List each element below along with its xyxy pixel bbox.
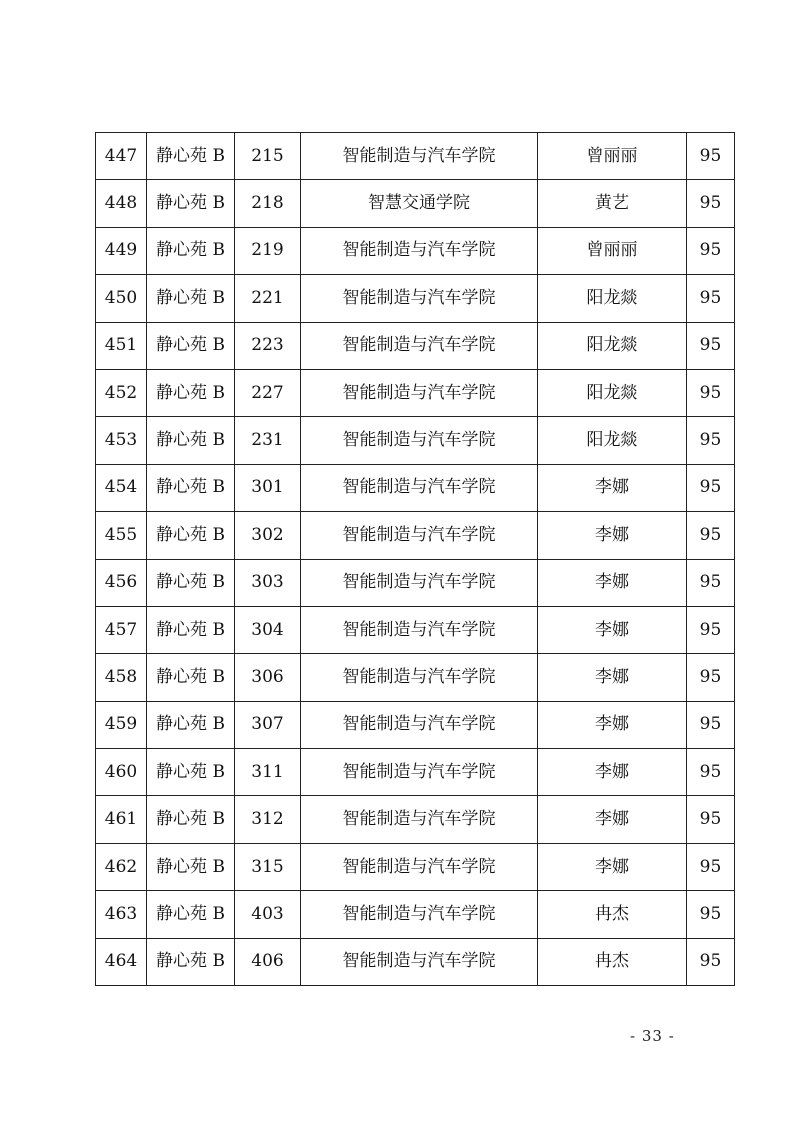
- row-number-cell: 459: [96, 701, 147, 748]
- score-cell: 95: [687, 417, 735, 464]
- college-cell: 智能制造与汽车学院: [301, 559, 538, 606]
- building-cell: 静心苑 B: [147, 464, 235, 511]
- college-cell: 智能制造与汽车学院: [301, 512, 538, 559]
- table-row: [96, 843, 735, 890]
- row-number-cell: 464: [96, 938, 147, 985]
- building-cell: 静心苑 B: [147, 796, 235, 843]
- score-cell: 95: [687, 654, 735, 701]
- page-number: - 33 -: [630, 1027, 675, 1045]
- table-row: [96, 749, 735, 796]
- room-cell: 311: [235, 749, 301, 796]
- dormitory-score-table: [95, 132, 735, 986]
- score-cell: 95: [687, 512, 735, 559]
- building-cell: 静心苑 B: [147, 180, 235, 227]
- college-cell: 智能制造与汽车学院: [301, 701, 538, 748]
- table-row: [96, 417, 735, 464]
- row-number-cell: 453: [96, 417, 147, 464]
- table-row: [96, 322, 735, 369]
- building-cell: 静心苑 B: [147, 938, 235, 985]
- building-cell: 静心苑 B: [147, 891, 235, 938]
- room-cell: 215: [235, 133, 301, 180]
- manager-cell: 阳龙燚: [538, 275, 687, 322]
- row-number-cell: 449: [96, 227, 147, 274]
- room-cell: 306: [235, 654, 301, 701]
- building-cell: 静心苑 B: [147, 322, 235, 369]
- score-cell: 95: [687, 938, 735, 985]
- college-cell: 智能制造与汽车学院: [301, 464, 538, 511]
- score-cell: 95: [687, 891, 735, 938]
- table-row: [96, 275, 735, 322]
- score-cell: 95: [687, 843, 735, 890]
- college-cell: 智慧交通学院: [301, 180, 538, 227]
- room-cell: 223: [235, 322, 301, 369]
- room-cell: 221: [235, 275, 301, 322]
- score-cell: 95: [687, 701, 735, 748]
- manager-cell: 李娜: [538, 796, 687, 843]
- room-cell: 403: [235, 891, 301, 938]
- row-number-cell: 462: [96, 843, 147, 890]
- manager-cell: 李娜: [538, 843, 687, 890]
- row-number-cell: 458: [96, 654, 147, 701]
- college-cell: 智能制造与汽车学院: [301, 275, 538, 322]
- college-cell: 智能制造与汽车学院: [301, 417, 538, 464]
- manager-cell: 李娜: [538, 512, 687, 559]
- room-cell: 231: [235, 417, 301, 464]
- college-cell: 智能制造与汽车学院: [301, 796, 538, 843]
- score-cell: 95: [687, 133, 735, 180]
- row-number-cell: 450: [96, 275, 147, 322]
- building-cell: 静心苑 B: [147, 369, 235, 416]
- college-cell: 智能制造与汽车学院: [301, 938, 538, 985]
- building-cell: 静心苑 B: [147, 133, 235, 180]
- table-row: [96, 606, 735, 653]
- table-row: [96, 559, 735, 606]
- building-cell: 静心苑 B: [147, 749, 235, 796]
- room-cell: 218: [235, 180, 301, 227]
- manager-cell: 李娜: [538, 559, 687, 606]
- score-cell: 95: [687, 322, 735, 369]
- row-number-cell: 451: [96, 322, 147, 369]
- college-cell: 智能制造与汽车学院: [301, 843, 538, 890]
- table-row: [96, 654, 735, 701]
- row-number-cell: 456: [96, 559, 147, 606]
- building-cell: 静心苑 B: [147, 417, 235, 464]
- table-body: [96, 133, 735, 986]
- score-cell: 95: [687, 796, 735, 843]
- score-cell: 95: [687, 749, 735, 796]
- row-number-cell: 463: [96, 891, 147, 938]
- table-row: [96, 796, 735, 843]
- room-cell: 307: [235, 701, 301, 748]
- table-row: [96, 464, 735, 511]
- row-number-cell: 454: [96, 464, 147, 511]
- table-row: [96, 512, 735, 559]
- building-cell: 静心苑 B: [147, 654, 235, 701]
- college-cell: 智能制造与汽车学院: [301, 749, 538, 796]
- score-cell: 95: [687, 464, 735, 511]
- score-cell: 95: [687, 369, 735, 416]
- building-cell: 静心苑 B: [147, 559, 235, 606]
- manager-cell: 李娜: [538, 749, 687, 796]
- building-cell: 静心苑 B: [147, 843, 235, 890]
- manager-cell: 阳龙燚: [538, 417, 687, 464]
- building-cell: 静心苑 B: [147, 512, 235, 559]
- table-row: [96, 701, 735, 748]
- table-row: [96, 369, 735, 416]
- table-row: [96, 227, 735, 274]
- room-cell: 304: [235, 606, 301, 653]
- building-cell: 静心苑 B: [147, 606, 235, 653]
- score-cell: 95: [687, 275, 735, 322]
- score-cell: 95: [687, 180, 735, 227]
- room-cell: 219: [235, 227, 301, 274]
- room-cell: 312: [235, 796, 301, 843]
- score-cell: 95: [687, 606, 735, 653]
- manager-cell: 黄艺: [538, 180, 687, 227]
- table-row: [96, 180, 735, 227]
- score-cell: 95: [687, 559, 735, 606]
- room-cell: 302: [235, 512, 301, 559]
- row-number-cell: 460: [96, 749, 147, 796]
- manager-cell: 阳龙燚: [538, 322, 687, 369]
- college-cell: 智能制造与汽车学院: [301, 322, 538, 369]
- manager-cell: 曾丽丽: [538, 133, 687, 180]
- row-number-cell: 455: [96, 512, 147, 559]
- manager-cell: 李娜: [538, 654, 687, 701]
- table-row: [96, 133, 735, 180]
- row-number-cell: 452: [96, 369, 147, 416]
- college-cell: 智能制造与汽车学院: [301, 369, 538, 416]
- room-cell: 301: [235, 464, 301, 511]
- manager-cell: 李娜: [538, 701, 687, 748]
- manager-cell: 阳龙燚: [538, 369, 687, 416]
- room-cell: 227: [235, 369, 301, 416]
- manager-cell: 李娜: [538, 606, 687, 653]
- manager-cell: 冉杰: [538, 938, 687, 985]
- manager-cell: 冉杰: [538, 891, 687, 938]
- room-cell: 303: [235, 559, 301, 606]
- row-number-cell: 447: [96, 133, 147, 180]
- college-cell: 智能制造与汽车学院: [301, 606, 538, 653]
- manager-cell: 李娜: [538, 464, 687, 511]
- building-cell: 静心苑 B: [147, 227, 235, 274]
- building-cell: 静心苑 B: [147, 275, 235, 322]
- row-number-cell: 448: [96, 180, 147, 227]
- score-cell: 95: [687, 227, 735, 274]
- college-cell: 智能制造与汽车学院: [301, 654, 538, 701]
- manager-cell: 曾丽丽: [538, 227, 687, 274]
- college-cell: 智能制造与汽车学院: [301, 133, 538, 180]
- room-cell: 406: [235, 938, 301, 985]
- row-number-cell: 461: [96, 796, 147, 843]
- college-cell: 智能制造与汽车学院: [301, 891, 538, 938]
- building-cell: 静心苑 B: [147, 701, 235, 748]
- table-row: [96, 891, 735, 938]
- room-cell: 315: [235, 843, 301, 890]
- college-cell: 智能制造与汽车学院: [301, 227, 538, 274]
- table-row: [96, 938, 735, 985]
- row-number-cell: 457: [96, 606, 147, 653]
